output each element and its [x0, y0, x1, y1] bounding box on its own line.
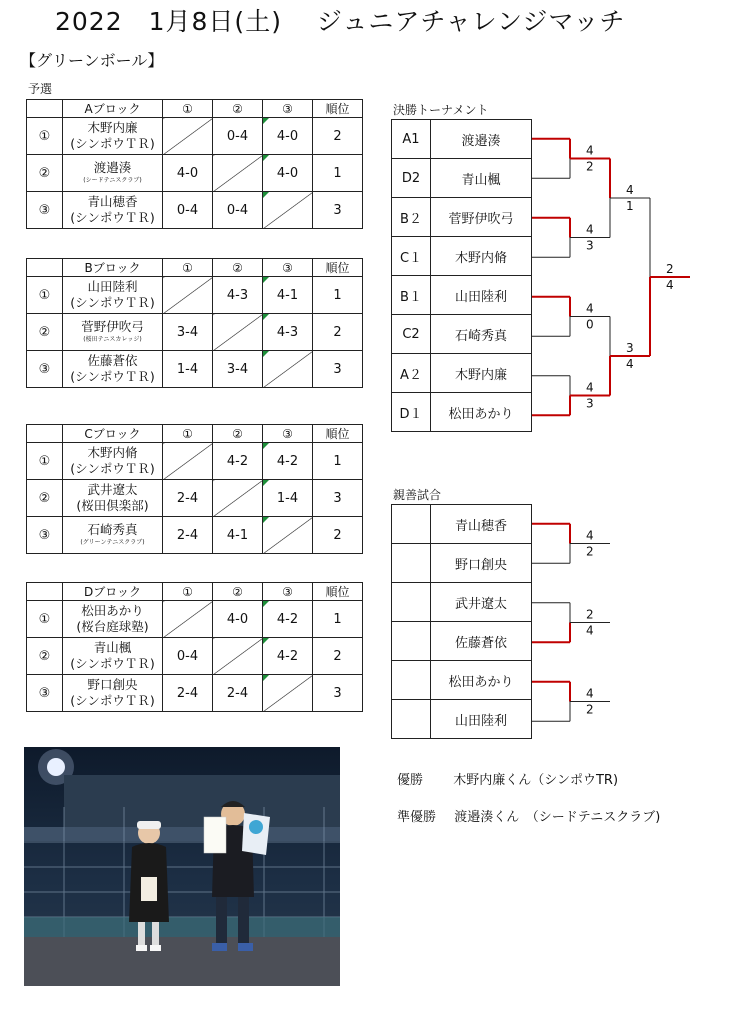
bracket-score: 4	[586, 528, 594, 543]
score-cell: 0-4	[213, 192, 263, 229]
player-number: ②	[27, 480, 63, 517]
column-header: ②	[213, 425, 263, 443]
runnerup-line	[397, 806, 660, 825]
bracket-player-name: 佐藤蒼依	[431, 622, 532, 661]
player-club: (桜田倶楽部)	[76, 498, 149, 513]
bracket-player-name: 青山穂香	[431, 505, 532, 544]
bracket-player-name: 木野内脩	[431, 237, 532, 276]
column-header: ①	[163, 583, 213, 601]
score-cell: 0-4	[213, 118, 263, 155]
player-number: ②	[27, 155, 63, 192]
rank-cell: 2	[313, 118, 363, 155]
bracket-score: 4	[626, 183, 634, 197]
column-header: 順位	[313, 425, 363, 443]
bracket-score: 0	[586, 317, 594, 332]
player-number: ②	[27, 314, 63, 351]
column-header: ③	[263, 583, 313, 601]
player-number: ①	[27, 443, 63, 480]
page-title: 2022 1月8日(土) ジュニアチャレンジマッチ	[55, 7, 626, 36]
score-cell: 4-2	[263, 638, 313, 675]
rank-cell: 1	[313, 601, 363, 638]
bracket-player-name: 山田陸利	[431, 276, 532, 315]
player-club: (桜田テニスカレッジ)	[83, 336, 142, 343]
runnerup-label: 準優勝	[397, 810, 437, 825]
player-number: ③	[27, 517, 63, 554]
bracket-player-name: 山田陸利	[431, 700, 532, 739]
bracket-score: 4	[586, 301, 594, 316]
bracket-player-name: 松田あかり	[431, 393, 532, 432]
bracket-score: 3	[586, 238, 594, 253]
bracket-score: 4	[586, 380, 594, 395]
player-name: 松田あかり	[81, 603, 144, 618]
player-number: ①	[27, 601, 63, 638]
player-number: ③	[27, 675, 63, 712]
rank-cell: 2	[313, 638, 363, 675]
rank-cell: 1	[313, 277, 363, 314]
bracket-player-name: 木野内廉	[431, 354, 532, 393]
player-name: 青山穂香	[87, 194, 138, 209]
champion-name: 木野内廉くん（シンポウTR)	[453, 773, 619, 788]
score-cell: 4-0	[263, 118, 313, 155]
seed-cell: D2	[392, 159, 431, 198]
column-header: ②	[213, 583, 263, 601]
player-name: 木野内脩	[87, 445, 138, 460]
column-header: ③	[263, 259, 313, 277]
score-cell: 4-2	[213, 443, 263, 480]
seed-cell: B２	[392, 198, 431, 237]
bracket-score: 3	[586, 396, 594, 411]
score-cell: 2-4	[213, 675, 263, 712]
player-name: 渡邉湊	[93, 160, 132, 175]
score-cell: 4-0	[213, 601, 263, 638]
score-cell: 4-3	[263, 314, 313, 351]
category-subtitle: 【グリーンボール】	[20, 51, 164, 70]
bracket-score: 2	[586, 544, 594, 559]
rank-cell: 3	[313, 192, 363, 229]
column-header: ②	[213, 259, 263, 277]
player-name: 佐藤蒼依	[87, 353, 138, 368]
bracket-score: 2	[586, 159, 594, 174]
seed-cell: A1	[392, 120, 431, 159]
player-name: 武井遼太	[87, 482, 138, 497]
block-name: Aブロック	[63, 100, 163, 118]
bracket-score: 4	[586, 222, 594, 237]
player-club: (シンポウＴＲ)	[70, 693, 155, 708]
score-cell: 2-4	[163, 517, 213, 554]
award-photo	[24, 747, 340, 986]
bracket-player-name: 青山楓	[431, 159, 532, 198]
friendly-label: 親善試合	[393, 488, 442, 502]
bracket-score: 2	[666, 262, 674, 276]
player-club: (シンポウＴＲ)	[70, 656, 155, 671]
column-header: 順位	[313, 583, 363, 601]
player-club: (桜台庭球塾)	[76, 619, 149, 634]
score-cell: 0-4	[163, 192, 213, 229]
player-number: ①	[27, 277, 63, 314]
score-cell: 0-4	[163, 638, 213, 675]
score-cell: 2-4	[163, 675, 213, 712]
rank-cell: 3	[313, 351, 363, 388]
block-name: Bブロック	[63, 259, 163, 277]
bracket-player-name: 野口創央	[431, 544, 532, 583]
runnerup-name: 渡邉湊くん （シードテニスクラブ)	[454, 810, 661, 825]
player-name: 石崎秀真	[87, 522, 138, 537]
seed-cell: D１	[392, 393, 431, 432]
player-name: 野口創央	[87, 677, 138, 692]
player-club: (シンポウＴＲ)	[70, 295, 155, 310]
bracket-player-name: 松田あかり	[431, 661, 532, 700]
score-cell: 4-2	[263, 443, 313, 480]
rank-cell: 1	[313, 155, 363, 192]
bracket-player-name: 菅野伊吹弓	[431, 198, 532, 237]
player-name: 山田陸利	[87, 279, 138, 294]
bracket-score: 4	[586, 143, 594, 158]
seed-cell: B１	[392, 276, 431, 315]
player-club: (シンポウＴＲ)	[70, 369, 155, 384]
player-club: (シンポウＴＲ)	[70, 136, 155, 151]
player-club: (シンポウＴＲ)	[70, 210, 155, 225]
score-cell: 2-4	[163, 480, 213, 517]
score-cell: 1-4	[163, 351, 213, 388]
player-club: (シンポウＴＲ)	[70, 461, 155, 476]
seed-cell: A２	[392, 354, 431, 393]
rank-cell: 1	[313, 443, 363, 480]
rank-cell: 3	[313, 480, 363, 517]
column-header: ①	[163, 259, 213, 277]
rank-cell: 2	[313, 517, 363, 554]
score-cell: 3-4	[213, 351, 263, 388]
column-header: ①	[163, 425, 213, 443]
score-cell: 1-4	[263, 480, 313, 517]
column-header: 順位	[313, 259, 363, 277]
bracket-player-name: 渡邉湊	[431, 120, 532, 159]
player-number: ①	[27, 118, 63, 155]
rank-cell: 3	[313, 675, 363, 712]
seed-cell: C１	[392, 237, 431, 276]
player-name: 木野内廉	[87, 120, 138, 135]
prelim-label: 予選	[28, 82, 53, 96]
player-number: ③	[27, 192, 63, 229]
bracket-score: 2	[586, 607, 594, 622]
score-cell: 4-3	[213, 277, 263, 314]
bracket-score: 4	[666, 278, 674, 292]
tournament-label: 決勝トーナメント	[393, 103, 489, 117]
column-header: ②	[213, 100, 263, 118]
bracket-score: 4	[586, 623, 594, 638]
champion-line	[397, 769, 618, 788]
bracket-player-name: 武井遼太	[431, 583, 532, 622]
block-name: Dブロック	[63, 583, 163, 601]
bracket-score: 1	[626, 199, 634, 213]
seed-cell: C2	[392, 315, 431, 354]
bracket-score: 2	[586, 702, 594, 717]
rank-cell: 2	[313, 314, 363, 351]
player-club: (シードテニスクラブ)	[83, 177, 142, 184]
bracket-score: 3	[626, 341, 634, 355]
column-header: 順位	[313, 100, 363, 118]
player-name: 菅野伊吹弓	[81, 319, 144, 334]
column-header: ①	[163, 100, 213, 118]
bracket-score: 4	[586, 686, 594, 701]
score-cell: 3-4	[163, 314, 213, 351]
player-name: 青山楓	[93, 640, 132, 655]
score-cell: 4-1	[263, 277, 313, 314]
player-number: ③	[27, 351, 63, 388]
player-club: (グリーンテニスクラブ)	[80, 539, 145, 546]
score-cell: 4-0	[263, 155, 313, 192]
bracket-player-name: 石崎秀真	[431, 315, 532, 354]
score-cell: 4-0	[163, 155, 213, 192]
column-header: ③	[263, 100, 313, 118]
bracket-score: 4	[626, 357, 634, 371]
block-name: Cブロック	[63, 425, 163, 443]
score-cell: 4-1	[213, 517, 263, 554]
champion-label: 優勝	[397, 773, 424, 788]
score-cell: 4-2	[263, 601, 313, 638]
player-number: ②	[27, 638, 63, 675]
column-header: ③	[263, 425, 313, 443]
